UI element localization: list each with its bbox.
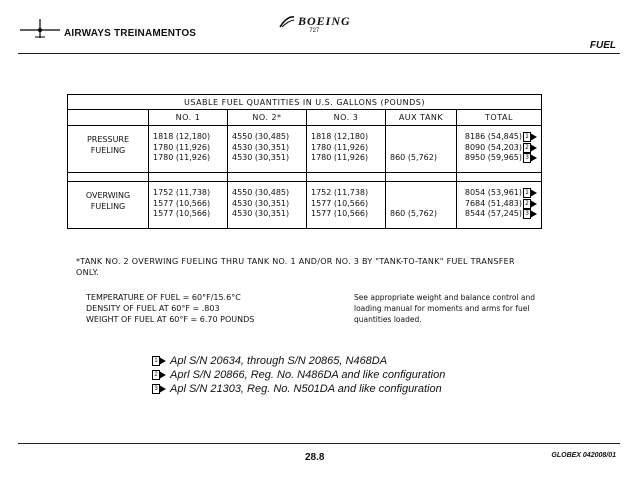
fuel-density: DENSITY OF FUEL AT 60°F = .803 — [86, 304, 220, 313]
effectivity-tag-icon: 2 — [523, 143, 537, 153]
effectivity-tag-icon: 3 — [523, 209, 537, 219]
header-divider — [18, 53, 620, 54]
list-item: 1 Apl S/N 20634, through S/N 20865, N468DA — [152, 354, 445, 368]
cell-aux: 860 (5,762) — [386, 126, 457, 173]
tank-transfer-note: *TANK NO. 2 OVERWING FUELING THRU TANK NO. 1 AND/OR NO. 3 BY "TANK-TO-TANK" FUEL TRANSFER ONLY. — [76, 257, 515, 277]
cell-no3: 1752 (11,738) 1577 (10,566) 1577 (10,566) — [307, 182, 386, 229]
boeing-swoosh-icon — [278, 15, 296, 29]
cell-no2: 4550 (30,485) 4530 (30,351) 4530 (30,351) — [228, 182, 307, 229]
effectivity-tag-icon: 3 — [523, 153, 537, 163]
cell-total: 8186 (54,845) 1 8090 (54,203) 2 8950 (59,965) 3 — [457, 126, 542, 173]
row-label: PRESSURE FUELING — [68, 126, 149, 173]
cell-total: 8054 (53,961) 1 7684 (51,483) 2 8544 (57,245) 3 — [457, 182, 542, 229]
cell-no2: 4550 (30,485) 4530 (30,351) 4530 (30,351) — [228, 126, 307, 173]
corner-cell — [68, 110, 149, 126]
spacer-row — [68, 173, 542, 182]
table-row — [68, 182, 542, 229]
brand-name: BOEING — [298, 14, 351, 28]
cell-aux: 860 (5,762) — [386, 182, 457, 229]
weight-balance-note: See appropriate weight and balance control and loading manual for moments and arms for fuel quantities loaded. — [354, 293, 536, 324]
cell-no1: 1752 (11,738) 1577 (10,566) 1577 (10,566) — [149, 182, 228, 229]
effectivity-tag-icon: 1 — [152, 356, 160, 366]
header-left — [18, 16, 196, 40]
footer-divider — [18, 443, 620, 444]
section-title: FUEL — [589, 40, 616, 51]
effectivity-tag-icon: 1 — [523, 188, 537, 198]
fuel-temperature: TEMPERATURE OF FUEL = 60°F/15.6°C — [86, 293, 241, 302]
document-id: GLOBEX 042008/01 — [551, 452, 616, 459]
effectivity-tag-icon: 1 — [523, 132, 537, 142]
column-header: AUX TANK — [386, 110, 457, 126]
effectivity-list — [152, 354, 445, 396]
cell-no3: 1818 (12,180) 1780 (11,926) 1780 (11,926) — [307, 126, 386, 173]
effectivity-tag-icon: 3 — [152, 384, 160, 394]
effectivity-tag-icon: 2 — [152, 370, 160, 380]
list-item: 2 Aprl S/N 20866, Reg. No. N486DA and like configuration — [152, 368, 445, 382]
cell-no1: 1818 (12,180) 1780 (11,926) 1780 (11,926) — [149, 126, 228, 173]
boeing-logo — [278, 14, 351, 34]
table-caption: USABLE FUEL QUANTITIES IN U.S. GALLONS (POUNDS) — [68, 95, 542, 110]
column-header: TOTAL — [457, 110, 542, 126]
fuel-facts — [86, 292, 254, 325]
company-name: AIRWAYS TREINAMENTOS — [64, 27, 197, 39]
list-item: 3 Apl S/N 21303, Reg. No. N501DA and like configuration — [152, 382, 445, 396]
fuel-weight: WEIGHT OF FUEL AT 60°F = 6.70 POUNDS — [86, 315, 255, 324]
table-row — [68, 126, 542, 173]
column-header: NO. 2* — [228, 110, 307, 126]
column-header: NO. 1 — [149, 110, 228, 126]
page-number: 28.8 — [305, 452, 325, 463]
effectivity-tag-icon: 2 — [523, 199, 537, 209]
row-label: OVERWING FUELING — [68, 182, 149, 229]
column-header: NO. 3 — [307, 110, 386, 126]
airplane-logo-icon — [18, 16, 62, 40]
aircraft-model: 727 — [309, 28, 320, 34]
fuel-quantities-table — [67, 94, 542, 229]
